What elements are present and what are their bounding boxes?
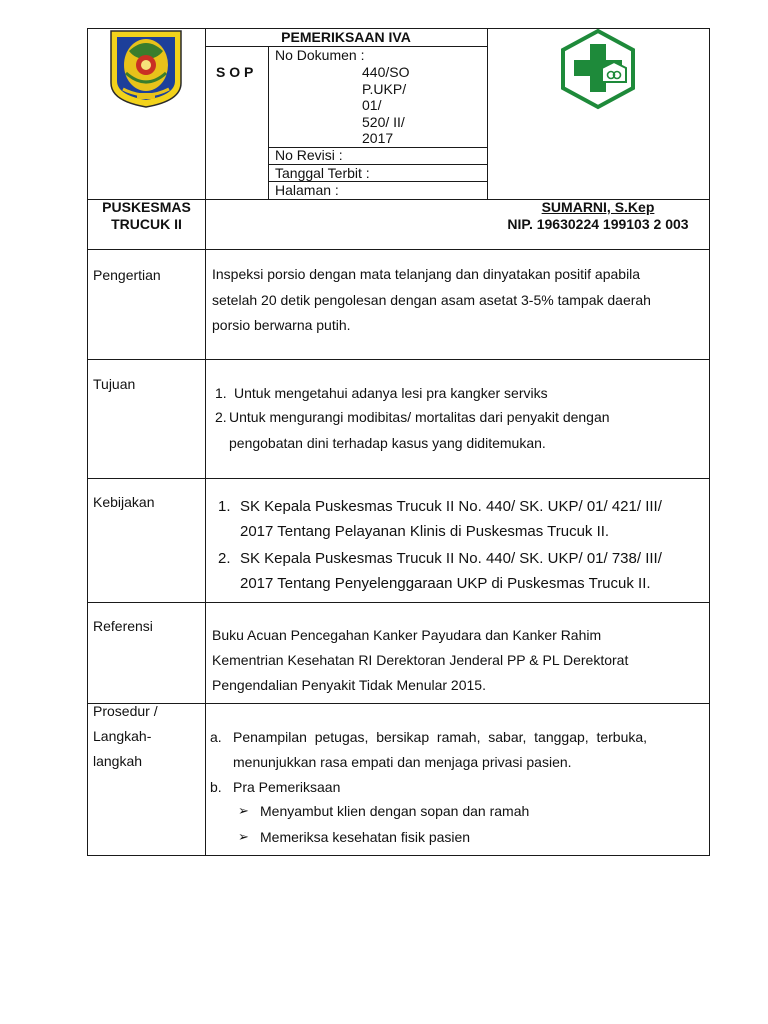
body-col-divider [205, 199, 206, 856]
section-label: Kebijakan [93, 494, 155, 510]
table-right-border [709, 28, 710, 856]
row-divider-4 [87, 602, 710, 603]
doc-number-label: No Dokumen : [275, 47, 365, 63]
list-item-text: Pra Pemeriksaan [233, 779, 341, 795]
section-text-line: porsio berwarna putih. [212, 317, 351, 333]
section-text-line: Buku Acuan Pencegahan Kanker Payudara dan Kanker Rahim [212, 627, 602, 643]
list-item-text: Penampilan petugas, bersikap ramah, sabar, tanggap, terbuka, [233, 729, 648, 745]
section-text-line: setelah 20 detik pengolesan dengan asam asetat 3-5% tampak daerah [212, 292, 651, 308]
table-bottom-border [87, 855, 710, 856]
list-item-text: Untuk mengurangi modibitas/ mortalitas dari penyakit dengan [229, 409, 610, 425]
table-left-border [87, 28, 88, 856]
regency-emblem-icon [109, 29, 183, 109]
list-marker: 1. [218, 498, 231, 515]
list-item-text: 2017 Tentang Pelayanan Klinis di Puskesmas Trucuk II. [240, 523, 610, 540]
list-item-text: pengobatan dini terhadap kasus yang diditemukan. [229, 435, 546, 451]
org-name-line2: TRUCUK II [111, 216, 182, 232]
arrow-bullet-icon: ➢ [238, 830, 249, 845]
doc-number-line: 520/ II/ [362, 114, 405, 130]
row-divider-2 [87, 359, 710, 360]
section-label: langkah [93, 753, 143, 769]
page-number-label: Halaman : [275, 182, 339, 198]
page-title: PEMERIKSAAN IVA [281, 29, 411, 45]
section-label: Prosedur / [93, 703, 158, 719]
list-item-text: Untuk mengetahui adanya lesi pra kangker serviks [234, 385, 548, 401]
doc-number-line: 01/ [362, 97, 382, 113]
section-label: Pengertian [93, 267, 161, 283]
signatory-nip: NIP. 19630224 199103 2 003 [507, 216, 689, 232]
bullet-item-text: Memeriksa kesehatan fisik pasien [260, 829, 471, 845]
doc-number-line: 440/SO [362, 64, 410, 80]
section-label: Tujuan [93, 376, 136, 392]
header-col-divider-2 [268, 46, 269, 199]
list-item-text: SK Kepala Puskesmas Trucuk II No. 440/ SK. UKP/ 01/ 738/ III/ [240, 550, 662, 567]
section-text-line: Pengendalian Penyakit Tidak Menular 2015. [212, 677, 486, 693]
row-divider-3 [87, 478, 710, 479]
issue-date-label: Tanggal Terbit : [275, 165, 370, 181]
section-label: Referensi [93, 618, 153, 634]
row-divider-5 [87, 703, 710, 704]
puskesmas-logo-icon [558, 28, 638, 110]
list-item-text: 2017 Tentang Penyelenggaraan UKP di Puskesmas Trucuk II. [240, 575, 651, 592]
list-marker: 2. [218, 550, 231, 567]
list-marker: 2. [215, 409, 227, 425]
arrow-bullet-icon: ➢ [238, 804, 249, 819]
revision-label: No Revisi : [275, 147, 343, 163]
bullet-item-text: Menyambut klien dengan sopan dan ramah [260, 803, 530, 819]
row-divider-1 [87, 249, 710, 250]
section-label: Langkah- [93, 728, 152, 744]
signatory-name: SUMARNI, S.Kep [541, 199, 655, 215]
doc-number-line: P.UKP/ [362, 81, 407, 97]
section-text-line: Inspeksi porsio dengan mata telanjang dan dinyatakan positif apabila [212, 266, 641, 282]
list-marker: a. [210, 729, 222, 745]
section-text-line: Kementrian Kesehatan RI Derektoran Jenderal PP & PL Derektorat [212, 652, 629, 668]
list-item-text: menunjukkan rasa empati dan menjaga privasi pasien. [233, 754, 572, 770]
header-col-divider-1 [205, 28, 206, 199]
sop-label: S O P [216, 64, 254, 80]
doc-number-line: 2017 [362, 130, 394, 146]
list-marker: 1. [215, 385, 227, 401]
list-marker: b. [210, 779, 222, 795]
list-item-text: SK Kepala Puskesmas Trucuk II No. 440/ SK. UKP/ 01/ 421/ III/ [240, 498, 662, 515]
org-name-line1: PUSKESMAS [102, 199, 191, 215]
header-col-divider-3 [487, 28, 488, 199]
